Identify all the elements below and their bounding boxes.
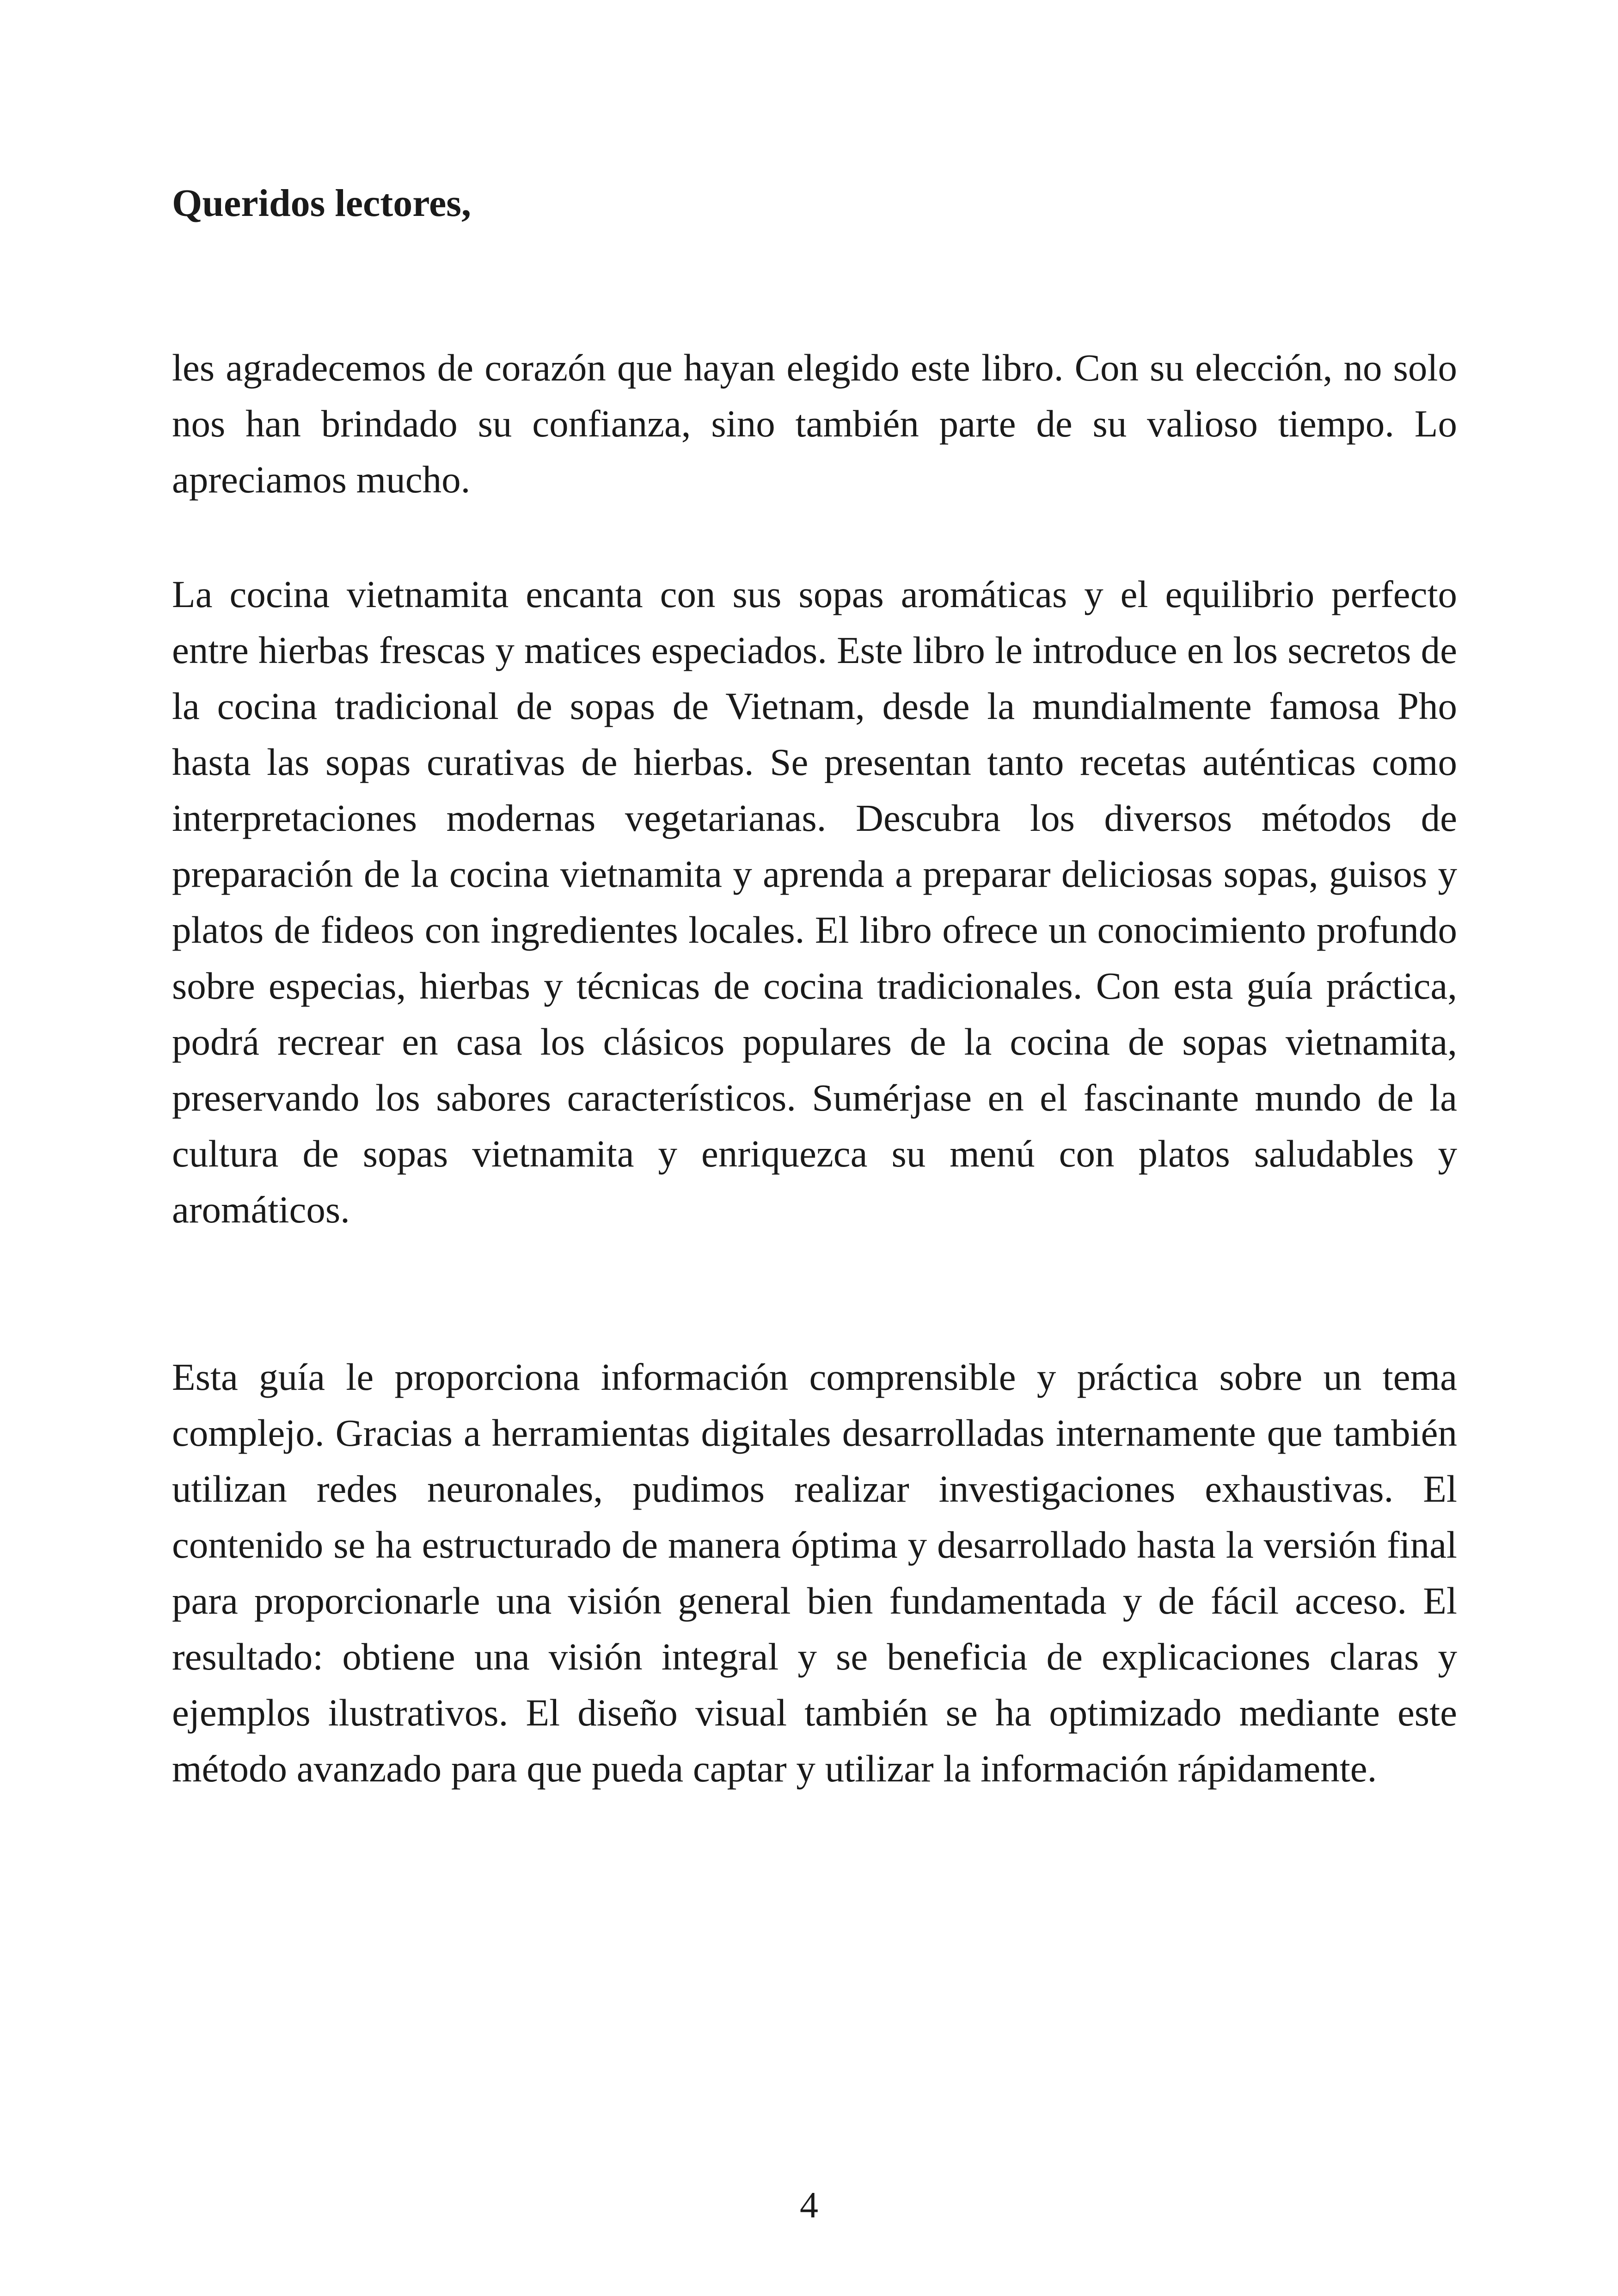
greeting-heading: Queridos lectores, bbox=[172, 182, 471, 225]
paragraph-thanks: les agradecemos de corazón que hayan elegido este libro. Con su elección, no solo nos han brindado su confianza, sino también parte de su valioso tiempo. Lo apreciamos mucho. bbox=[172, 346, 1457, 501]
paragraph-guide-method: Esta guía le proporciona información comprensible y práctica sobre un tema complejo. Gracias a herramientas digitales desarrolladas internamente que también utilizan redes neuronales, pudimos realizar investigaciones exhaustivas. El contenido se ha estructurado de manera óptima y desarrollado hasta la versión final para proporcionarle una visión general bien fundamentada y de fácil acceso. El resultado: obtiene una visión integral y se beneficia de explicaciones claras y ejemplos ilustrativos. El diseño visual también se ha optimizado mediante este método avanzado para que pueda captar y utilizar la información rápidamente. bbox=[172, 1356, 1457, 1790]
page-number: 4 bbox=[800, 2185, 818, 2226]
paragraph-vietnamese-cuisine: La cocina vietnamita encanta con sus sopas aromáticas y el equilibrio perfecto entre hierbas frescas y matices especiados. Este libro le introduce en los secretos de la cocina tradicional de sopas de Vietnam, desde la mundialmente famosa Pho hasta las sopas curativas de hierbas. Se presentan tanto recetas auténticas como interpretaciones modernas vegetarianas. Descubra los diversos métodos de preparación de la cocina vietnamita y aprenda a preparar deliciosas sopas, guisos y platos de fideos con ingredientes locales. El libro ofrece un conocimiento profundo sobre especias, hierbas y técnicas de cocina tradicionales. Con esta guía práctica, podrá recrear en casa los clásicos populares de la cocina de sopas vietnamita, preservando los sabores característicos. Sumérjase en el fascinante mundo de la cultura de sopas vietnamita y enriquezca su menú con platos saludables y aromáticos. bbox=[172, 573, 1457, 1231]
